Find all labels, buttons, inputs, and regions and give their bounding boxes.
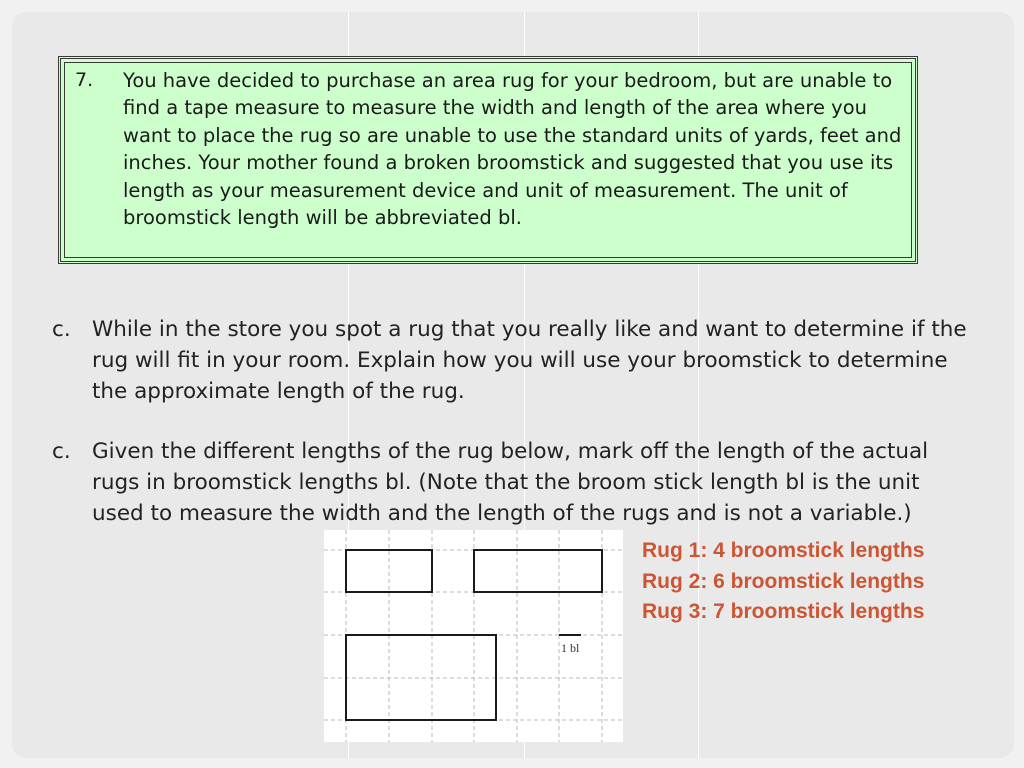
rug-label: Rug 3: 7 broomstick lengths xyxy=(642,600,925,623)
question-text: While in the store you spot a rug that you really like and want to determine if the rug will fit in your room. Explain how you will use your broomstick to determine the approximate length of the rug. xyxy=(92,317,967,404)
question-item xyxy=(52,314,982,414)
problem-number: 7. xyxy=(75,69,94,91)
rug-diagram xyxy=(324,530,623,742)
rug-1-rect xyxy=(346,550,432,592)
question-text: Given the different lengths of the rug below, mark off the length of the actual rugs in broomstick lengths bl. (Note that the broom stick length bl is the unit used to measure the width and the length of the rugs and is not a variable.) xyxy=(92,439,929,526)
problem-box xyxy=(58,56,918,264)
rug-2-rect xyxy=(474,550,602,592)
rug-labels xyxy=(642,536,924,628)
rug-grid-svg xyxy=(324,530,623,742)
question-letter: c. xyxy=(52,317,71,342)
unit-label: 1 bl xyxy=(561,641,580,655)
rug-label: Rug 2: 6 broomstick lengths xyxy=(642,569,925,593)
slide xyxy=(12,12,1014,758)
problem-text: You have decided to purchase an area rug for your bedroom, but are unable to find a tape measure to measure the width and length of the area where you want to place the rug so are unable to use the standard units of yards, feet and inches. Your mother found a broken broomstick and suggested that you use its length as your measurement device and unit of measurement. The unit of broomstick length will be abbreviated bl. xyxy=(123,69,902,230)
rug-label: Rug 1: 4 broomstick lengths xyxy=(642,539,925,562)
question-letter: c. xyxy=(52,439,71,464)
